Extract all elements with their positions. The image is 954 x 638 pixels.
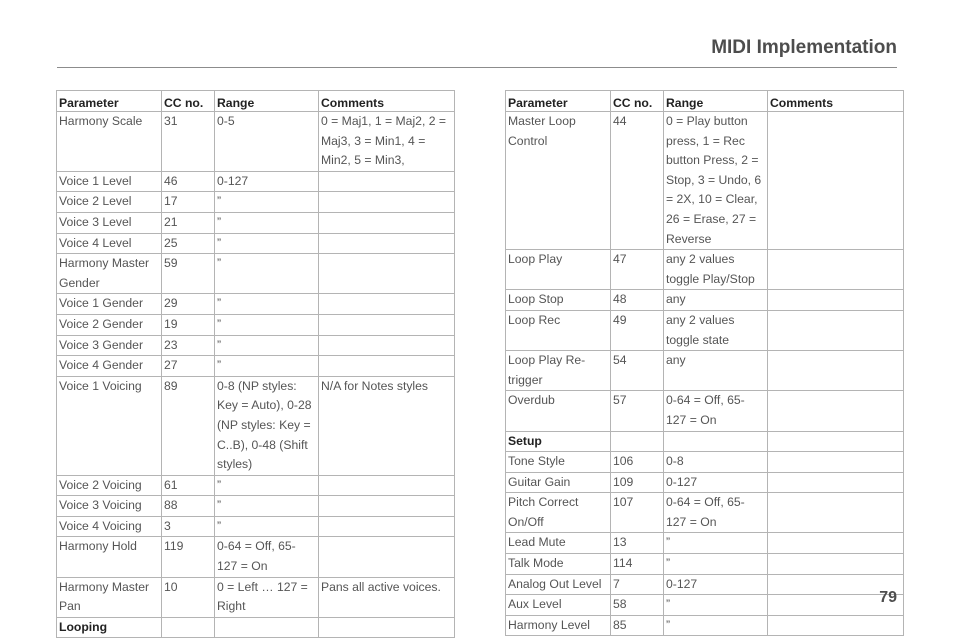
comments-cell — [319, 335, 455, 356]
comments-cell: 0 = Maj1, 1 = Maj2, 2 = Maj3, 3 = Min1, 4 = Min2, 5 = Min3, — [319, 112, 455, 172]
cc-cell: 23 — [162, 335, 215, 356]
cc-cell: 19 — [162, 314, 215, 335]
column-header-parameter: Parameter — [506, 91, 611, 112]
parameter-cell: Voice 2 Gender — [57, 314, 162, 335]
cc-cell: 54 — [611, 351, 664, 391]
comments-cell: N/A for Notes styles — [319, 376, 455, 475]
empty-cell — [664, 431, 768, 452]
comments-cell — [768, 290, 904, 311]
table-row — [506, 250, 904, 290]
column-header-range: Range — [664, 91, 768, 112]
cc-cell: 31 — [162, 112, 215, 172]
parameter-cell: Voice 3 Voicing — [57, 496, 162, 517]
parameter-cell: Tone Style — [506, 452, 611, 473]
range-cell: ” — [215, 496, 319, 517]
cc-cell: 57 — [611, 391, 664, 431]
range-cell: ” — [215, 294, 319, 315]
parameter-cell: Harmony Master Pan — [57, 577, 162, 617]
page-number: 79 — [879, 589, 897, 606]
comments-cell — [768, 391, 904, 431]
table-row — [506, 595, 904, 616]
column-header-parameter: Parameter — [57, 91, 162, 112]
table-header-row — [57, 91, 455, 112]
parameter-cell: Harmony Hold — [57, 537, 162, 577]
cc-cell: 29 — [162, 294, 215, 315]
range-cell: any — [664, 290, 768, 311]
parameter-cell: Voice 2 Voicing — [57, 475, 162, 496]
table-row — [506, 554, 904, 575]
empty-cell — [162, 617, 215, 638]
comments-cell — [768, 533, 904, 554]
table-row — [506, 472, 904, 493]
parameter-cell: Loop Play — [506, 250, 611, 290]
table-row — [506, 351, 904, 391]
table-row — [57, 254, 455, 294]
comments-cell — [319, 475, 455, 496]
range-cell: 0-64 = Off, 65-127 = On — [664, 391, 768, 431]
table-row — [506, 533, 904, 554]
range-cell: 0-64 = Off, 65-127 = On — [664, 493, 768, 533]
cc-cell: 47 — [611, 250, 664, 290]
comments-cell — [319, 192, 455, 213]
section-row — [57, 617, 455, 638]
parameter-cell: Pitch Correct On/Off — [506, 493, 611, 533]
table-row — [57, 212, 455, 233]
cc-cell: 46 — [162, 171, 215, 192]
parameter-cell: Voice 4 Voicing — [57, 516, 162, 537]
column-header-comments: Comments — [319, 91, 455, 112]
table-row — [506, 615, 904, 636]
table-row — [506, 452, 904, 473]
range-cell: ” — [664, 554, 768, 575]
parameter-cell: Harmony Master Gender — [57, 254, 162, 294]
table-row — [57, 314, 455, 335]
table-row — [57, 496, 455, 517]
empty-cell — [768, 431, 904, 452]
table-row — [57, 376, 455, 475]
comments-cell — [319, 171, 455, 192]
parameter-cell: Voice 2 Level — [57, 192, 162, 213]
cc-cell: 61 — [162, 475, 215, 496]
parameter-cell: Loop Play Re-trigger — [506, 351, 611, 391]
cc-cell: 27 — [162, 356, 215, 377]
parameter-cell: Overdub — [506, 391, 611, 431]
range-cell: ” — [664, 533, 768, 554]
left-midi-table — [56, 90, 455, 638]
parameter-cell: Lead Mute — [506, 533, 611, 554]
range-cell: ” — [215, 192, 319, 213]
parameter-cell: Loop Stop — [506, 290, 611, 311]
parameter-cell: Harmony Level — [506, 615, 611, 636]
cc-cell: 106 — [611, 452, 664, 473]
cc-cell: 13 — [611, 533, 664, 554]
parameter-cell: Loop Rec — [506, 310, 611, 350]
parameter-cell: Talk Mode — [506, 554, 611, 575]
cc-cell: 7 — [611, 574, 664, 595]
comments-cell — [319, 314, 455, 335]
cc-cell: 25 — [162, 233, 215, 254]
cc-cell: 58 — [611, 595, 664, 616]
range-cell: any — [664, 351, 768, 391]
range-cell: 0-127 — [664, 472, 768, 493]
comments-cell — [768, 250, 904, 290]
parameter-cell: Aux Level — [506, 595, 611, 616]
range-cell: 0 = Left … 127 = Right — [215, 577, 319, 617]
cc-cell: 21 — [162, 212, 215, 233]
comments-cell: Pans all active voices. — [319, 577, 455, 617]
table-row — [506, 391, 904, 431]
range-cell: 0-127 — [215, 171, 319, 192]
table-row — [57, 356, 455, 377]
parameter-cell: Voice 4 Gender — [57, 356, 162, 377]
range-cell: any 2 values toggle state — [664, 310, 768, 350]
cc-cell: 10 — [162, 577, 215, 617]
section-row — [506, 431, 904, 452]
range-cell: ” — [215, 516, 319, 537]
range-cell: ” — [664, 615, 768, 636]
range-cell: ” — [215, 314, 319, 335]
range-cell: ” — [664, 595, 768, 616]
comments-cell — [319, 212, 455, 233]
comments-cell — [319, 254, 455, 294]
table-row — [506, 310, 904, 350]
range-cell: ” — [215, 356, 319, 377]
table-row — [506, 112, 904, 250]
cc-cell: 44 — [611, 112, 664, 250]
column-header-cc: CC no. — [162, 91, 215, 112]
table-row — [57, 577, 455, 617]
comments-cell — [319, 496, 455, 517]
comments-cell — [319, 294, 455, 315]
cc-cell: 88 — [162, 496, 215, 517]
table-row — [57, 537, 455, 577]
range-cell: 0 = Play button press, 1 = Rec button Press, 2 = Stop, 3 = Undo, 6 = 2X, 10 = Clear, 26 = Erase, 27 = Reverse — [664, 112, 768, 250]
table-row — [506, 493, 904, 533]
cc-cell: 3 — [162, 516, 215, 537]
cc-cell: 89 — [162, 376, 215, 475]
cc-cell: 48 — [611, 290, 664, 311]
parameter-cell: Voice 3 Level — [57, 212, 162, 233]
empty-cell — [215, 617, 319, 638]
empty-cell — [611, 431, 664, 452]
range-cell: 0-127 — [664, 574, 768, 595]
comments-cell — [768, 472, 904, 493]
comments-cell — [319, 233, 455, 254]
cc-cell: 17 — [162, 192, 215, 213]
parameter-cell: Analog Out Level — [506, 574, 611, 595]
cc-cell: 85 — [611, 615, 664, 636]
comments-cell — [319, 356, 455, 377]
range-cell: 0-8 — [664, 452, 768, 473]
parameter-cell: Voice 1 Gender — [57, 294, 162, 315]
table-row — [57, 475, 455, 496]
comments-cell — [768, 554, 904, 575]
parameter-cell: Voice 3 Gender — [57, 335, 162, 356]
section-label: Looping — [57, 617, 162, 638]
table-row — [57, 192, 455, 213]
range-cell: ” — [215, 475, 319, 496]
parameter-cell: Voice 1 Voicing — [57, 376, 162, 475]
range-cell: any 2 values toggle Play/Stop — [664, 250, 768, 290]
empty-cell — [319, 617, 455, 638]
page-title: MIDI Implementation — [711, 37, 897, 58]
comments-cell — [768, 615, 904, 636]
column-header-comments: Comments — [768, 91, 904, 112]
comments-cell — [768, 351, 904, 391]
range-cell: 0-64 = Off, 65-127 = On — [215, 537, 319, 577]
range-cell: ” — [215, 233, 319, 254]
cc-cell: 49 — [611, 310, 664, 350]
parameter-cell: Master Loop Control — [506, 112, 611, 250]
table-header-row — [506, 91, 904, 112]
parameter-cell: Voice 1 Level — [57, 171, 162, 192]
table-row — [506, 574, 904, 595]
section-label: Setup — [506, 431, 611, 452]
table-row — [57, 335, 455, 356]
table-row — [506, 290, 904, 311]
table-row — [57, 516, 455, 537]
comments-cell — [319, 537, 455, 577]
comments-cell — [768, 310, 904, 350]
right-midi-table — [505, 90, 904, 636]
range-cell: ” — [215, 254, 319, 294]
cc-cell: 119 — [162, 537, 215, 577]
cc-cell: 107 — [611, 493, 664, 533]
header-divider — [57, 67, 897, 68]
table-row — [57, 171, 455, 192]
comments-cell — [768, 112, 904, 250]
cc-cell: 109 — [611, 472, 664, 493]
range-cell: ” — [215, 212, 319, 233]
cc-cell: 114 — [611, 554, 664, 575]
parameter-cell: Harmony Scale — [57, 112, 162, 172]
column-header-range: Range — [215, 91, 319, 112]
comments-cell — [768, 452, 904, 473]
comments-cell — [319, 516, 455, 537]
parameter-cell: Voice 4 Level — [57, 233, 162, 254]
comments-cell — [768, 493, 904, 533]
range-cell: 0-5 — [215, 112, 319, 172]
range-cell: ” — [215, 335, 319, 356]
table-row — [57, 112, 455, 172]
column-header-cc: CC no. — [611, 91, 664, 112]
range-cell: 0-8 (NP styles: Key = Auto), 0-28 (NP styles: Key = C..B), 0-48 (Shift styles) — [215, 376, 319, 475]
parameter-cell: Guitar Gain — [506, 472, 611, 493]
table-row — [57, 294, 455, 315]
cc-cell: 59 — [162, 254, 215, 294]
table-row — [57, 233, 455, 254]
